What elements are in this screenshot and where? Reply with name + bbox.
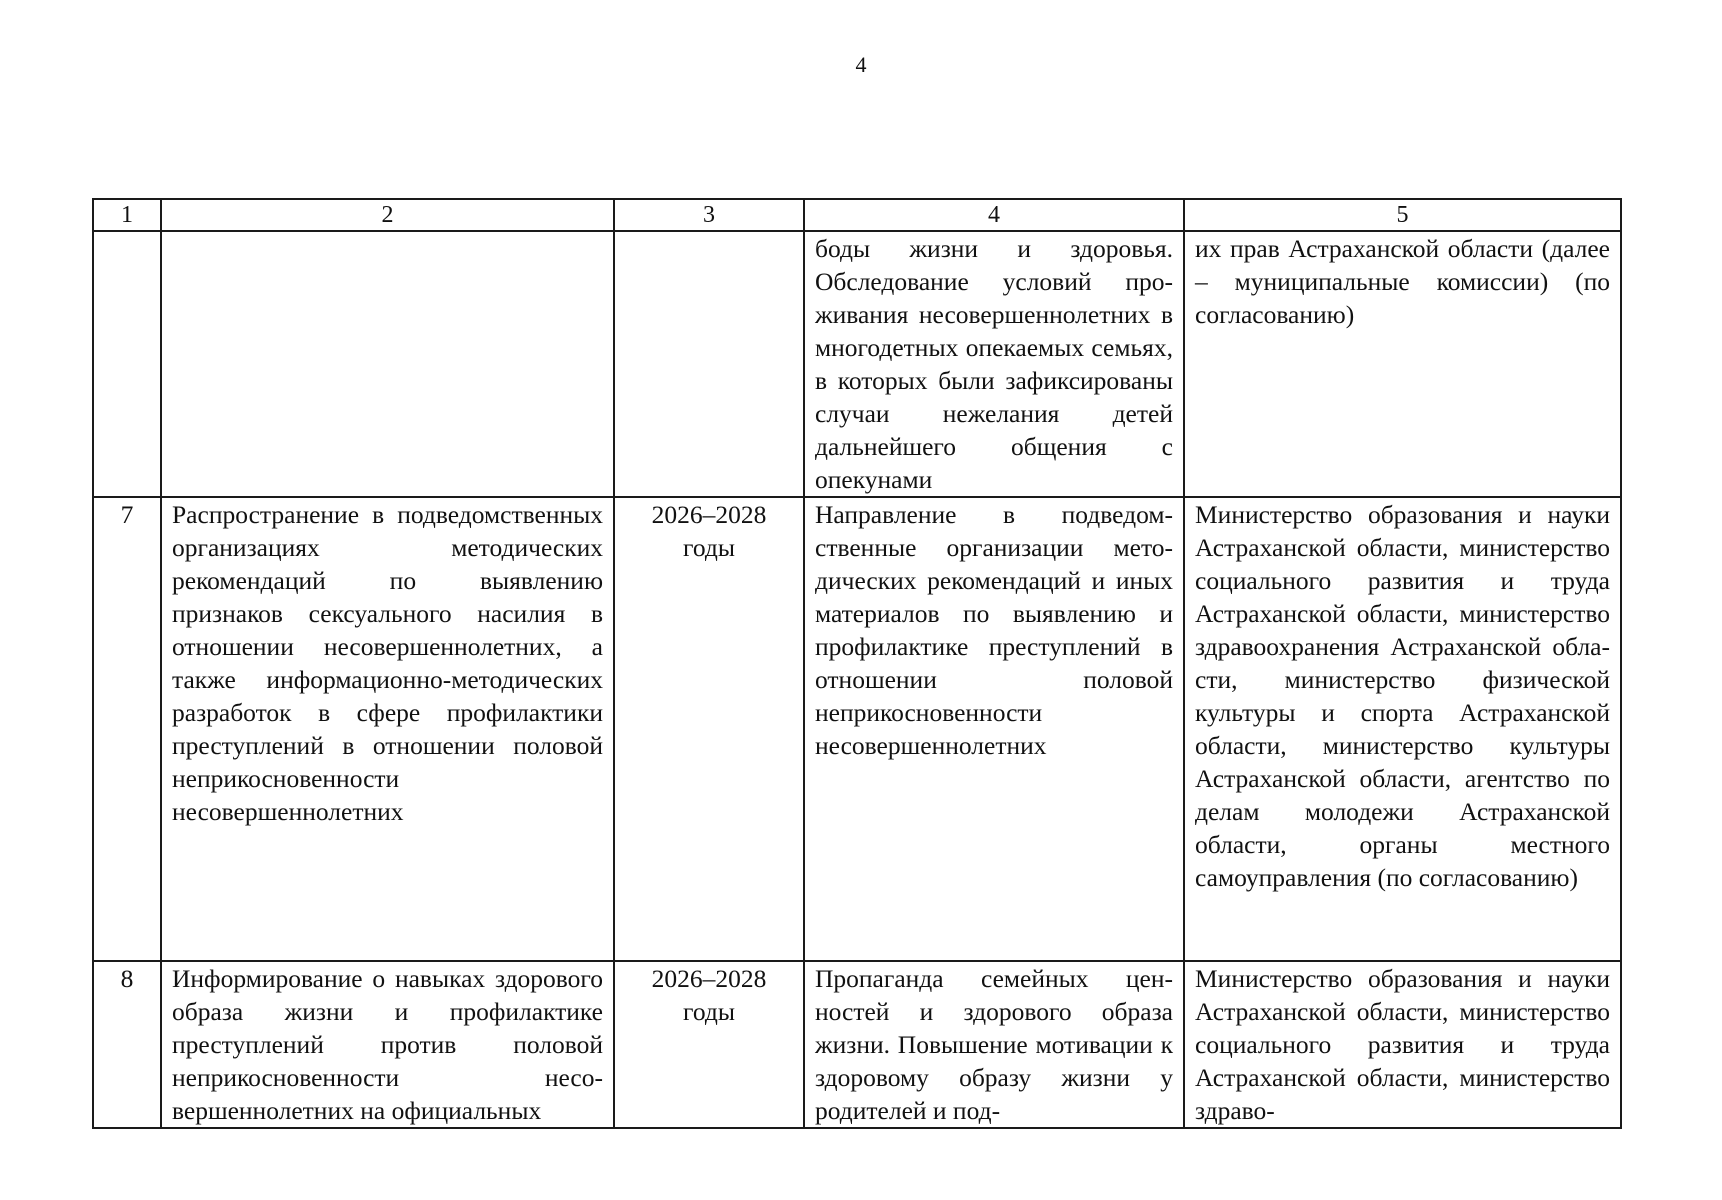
table-row [93,961,1621,1128]
table-row [93,231,1621,497]
result-cell: боды жизни и здоровья. Обследование условий проживания несовершеннолетних в многодетных опекаемых семьях, в которых были зафиксированы случаи нежелания детей дальнейшего общения с опекунами [804,231,1184,497]
period-cell: 2026–2028 годы [614,497,804,961]
table-row [93,497,1621,961]
page-number: 4 [855,52,867,77]
column-number-2: 2 [161,199,614,231]
executors-cell: Министерство образования и науки Астраханской области, министерство социального развития и труда Астраханской области, министерство здраво- [1184,961,1621,1128]
measure-cell: Информирование о навыках здорового образа жизни и профилактике преступлений против половой неприкосновенности несовершеннолетних на официальных [161,961,614,1128]
table-header-row [93,199,1621,231]
column-number-1: 1 [93,199,161,231]
measure-cell [161,231,614,497]
measures-table [92,198,1622,1129]
row-number-cell: 8 [93,961,161,1128]
period-cell [614,231,804,497]
period-cell: 2026–2028 годы [614,961,804,1128]
column-number-5: 5 [1184,199,1621,231]
result-cell: Пропаганда семейных ценностей и здорового образа жизни. Повышение мотивации к здоровому образу жизни у родителей и под- [804,961,1184,1128]
row-number-cell: 7 [93,497,161,961]
executors-cell: их прав Астраханской области (далее – муниципальные комиссии) (по согласованию) [1184,231,1621,497]
row-number-cell [93,231,161,497]
column-number-3: 3 [614,199,804,231]
result-cell: Направление в подведомственные организации методических рекомендаций и иных материалов по выявлению и профилактике преступлений в отношении половой неприкосновенности несовершеннолетних [804,497,1184,961]
column-number-4: 4 [804,199,1184,231]
measure-cell: Распространение в подведомственных организациях методических рекомендаций по выявлению признаков сексуального насилия в отношении несовершеннолетних, а также информационно-методических разработок в сфере профилактики преступлений в отношении половой неприкосновенности несовершеннолетних [161,497,614,961]
executors-cell: Министерство образования и науки Астраханской области, министерство социального развития и труда Астраханской области, министерство здравоохранения Астраханской области, министерство физической культуры и спорта Астраханской области, министерство культуры Астраханской области, агентство по делам молодежи Астраханской области, органы местного самоуправления (по согласованию) [1184,497,1621,961]
